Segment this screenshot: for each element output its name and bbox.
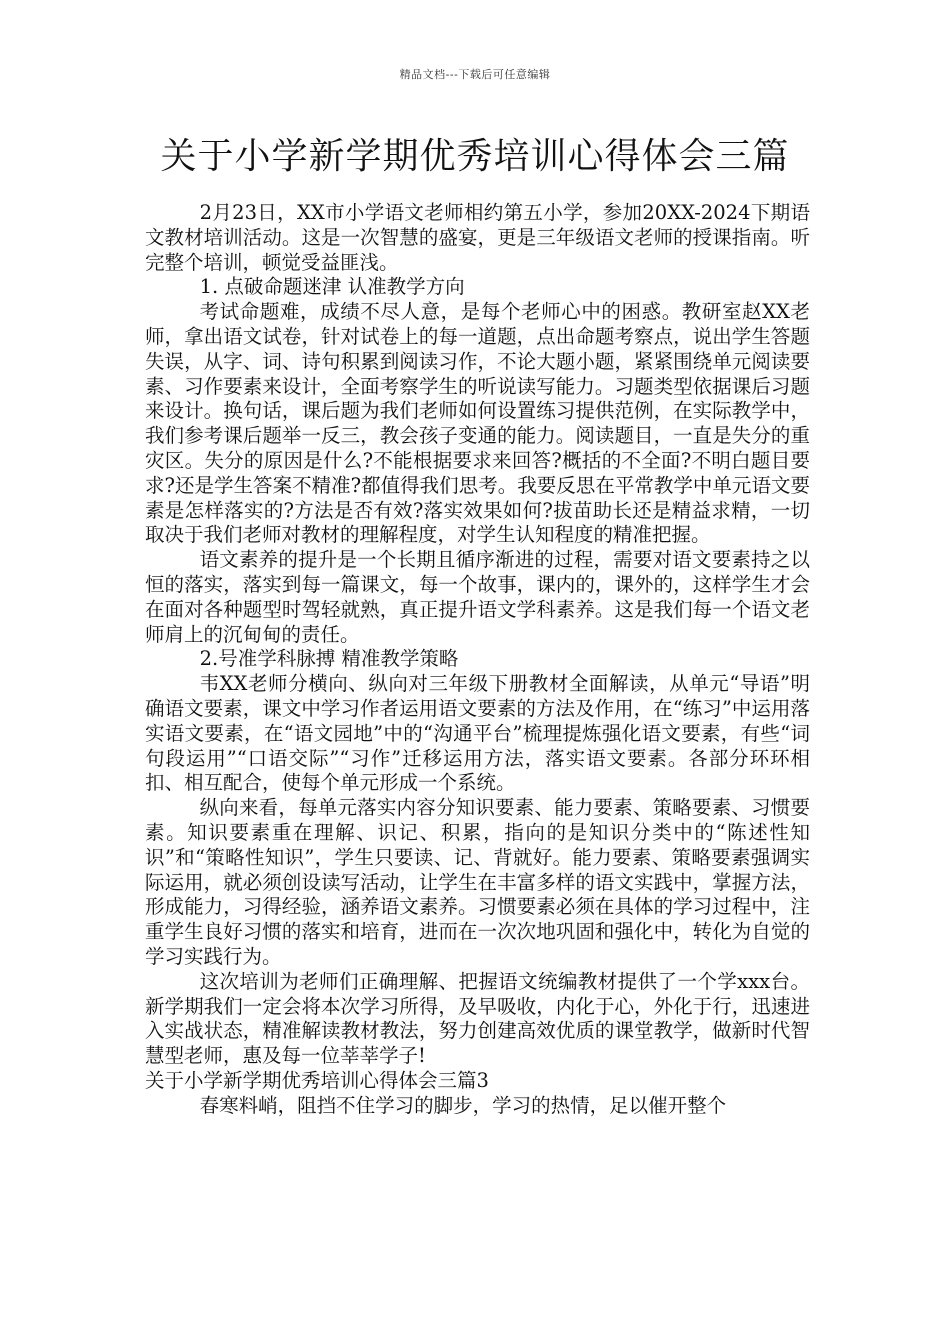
page-header-note: 精品文档---下载后可任意编辑 — [399, 68, 551, 81]
document-body — [145, 201, 810, 1118]
section-heading-1: 1. 点破命题迷津 认准教学方向 — [199, 275, 465, 299]
document-title: 关于小学新学期优秀培训心得体会三篇 — [160, 136, 790, 177]
paragraph-exam-reflection: 考试命题难，成绩不尽人意，是每个老师心中的困惑。教研室赵XX老师，拿出语文试卷，针对试卷上的每一道题，点出命题考察点，说出学生答题失误，从字、词、诗句积累到阅读习作，不论大题小题，紧紧围绕单元阅读要素、习作要素来设计，全面考察学生的听说读写能力。习题类型依据课后习题来设计。换句话，课后题为我们老师如何设置练习提供范例，在实际教学中，我们参考课后题举一反三，教会孩子变通的能力。阅读题目，一直是失分的重灾区。失分的原因是什么?不能根据要求来回答?概括的不全面?不明白题目要求?还是学生答案不精准?都值得我们思考。我要反思在平常教学中单元语文要素是怎样落实的?方法是否有效?落实效果如何?拔苗助长还是精益求精，一切取决于我们老师对教材的理解程度，对学生认知程度的精准把握。 — [145, 300, 810, 547]
section-heading-2: 2.号准学科脉搏 精准教学策略 — [199, 647, 459, 671]
article-subtitle-3: 关于小学新学期优秀培训心得体会三篇3 — [145, 1068, 489, 1092]
paragraph-intro: 2月23日，XX市小学语文老师相约第五小学，参加20XX-2024下期语文教材培训活动。这是一次智慧的盛宴，更是三年级语文老师的授课指南。听完整个培训，顿觉受益匪浅。 — [145, 201, 810, 274]
paragraph-vertical-view: 纵向来看，每单元落实内容分知识要素、能力要素、策略要素、习惯要素。知识要素重在理解、识记、积累，指向的是知识分类中的“陈述性知识”和“策略性知识”，学生只要读、记、背就好。能力要素、策略要素强调实际运用，就必须创设读写活动，让学生在丰富多样的语文实践中，掌握方法，形成能力，习得经验，涵养语文素养。习惯要素必须在具体的学习过程中，注重学生良好习惯的落实和培育，进而在一次次地巩固和强化中，转化为自觉的学习实践行为。 — [145, 796, 810, 968]
paragraph-textbook-analysis: 韦XX老师分横向、纵向对三年级下册教材全面解读，从单元“导语”明确语文要素，课文中学习作者运用语文要素的方法及作用，在“练习”中运用落实语文要素，在“语文园地”中的“沟通平台”梳理提炼强化语文要素，有些“词句段运用”“口语交际”“习作”迁移运用方法，落实语文要素。各部分环环相扣、相互配合，使每个单元形成一个系统。 — [145, 672, 810, 795]
paragraph-literacy: 语文素养的提升是一个长期且循序渐进的过程，需要对语文要素持之以恒的落实，落实到每一篇课文，每一个故事，课内的，课外的，这样学生才会在面对各种题型时驾轻就熟，真正提升语文学科素养。这是我们每一个语文老师肩上的沉甸甸的责任。 — [145, 548, 810, 646]
paragraph-conclusion: 这次培训为老师们正确理解、把握语文统编教材提供了一个学xxx台。新学期我们一定会将本次学习所得，及早吸收，内化于心，外化于行，迅速进入实战状态，精准解读教材教法，努力创建高效优质的课堂教学，做新时代智慧型老师，惠及每一位莘莘学子! — [145, 969, 810, 1068]
paragraph-article-3-start: 春寒料峭，阻挡不住学习的脚步，学习的热情，足以催开整个 — [199, 1093, 727, 1117]
